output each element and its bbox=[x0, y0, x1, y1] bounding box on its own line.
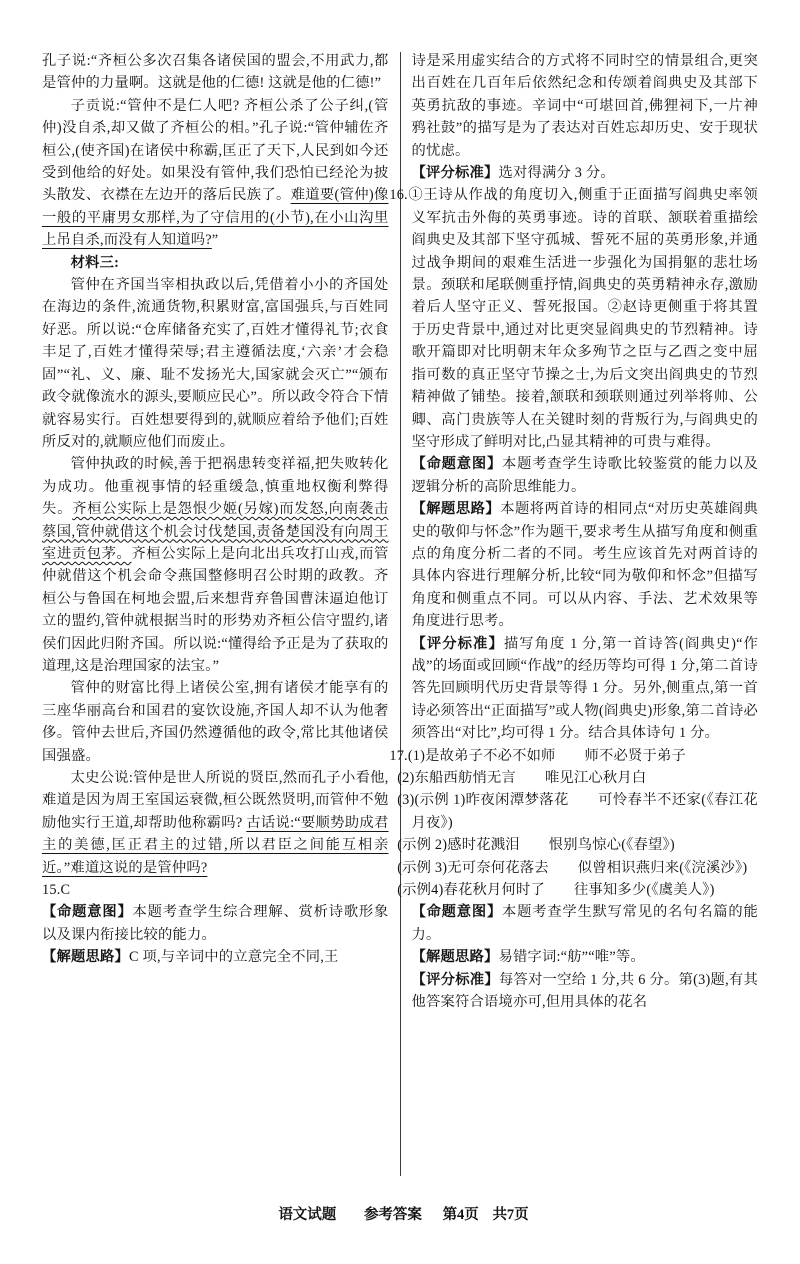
translation-paragraph-guanzhong-politics bbox=[42, 274, 389, 453]
text-run: (2)东船西舫悄无言 唯见江心秋月白 bbox=[397, 770, 647, 786]
text-run: 太史公说:管仲是世人所说的贤臣,然而孔子小看他,难道是因为周王室国运衰微,桓公既然贤明,而管仲不勉励他实行王道,却帮助他称霸吗? bbox=[42, 770, 389, 831]
underlined-text: 难道要(管仲)像一般的平庸男女那样,为了守信用的(小节),在小山沟里上吊自杀,而没有人知道吗? bbox=[42, 187, 389, 249]
answer-17-3-example-4 bbox=[397, 879, 759, 901]
approach-16 bbox=[412, 498, 759, 632]
text-run: 本题将两首诗的相同点“对历史英雄阎典史的敬仰与怀念”作为题干,要求考生从描写角度和侧重点的角度分析二者的不同。考生应该首先对两首诗的具体内容进行理解分析,比较“同为敬仰和怀念”但描写角度和侧重点不同。可以从内容、手法、艺术效果等角度进行思考。 bbox=[411, 501, 758, 630]
text-run: 管仲执政的时候,善于把祸患转变祥福,把失败转化为成功。他重视事情的轻重缓急,慎重地权衡利弊得失。 bbox=[42, 456, 389, 518]
bold-label: 【评分标准】 bbox=[411, 165, 499, 182]
text-run: ” bbox=[211, 232, 219, 249]
intent-17 bbox=[412, 901, 759, 946]
scoring-16 bbox=[412, 633, 759, 745]
answer-17-3-example-3 bbox=[397, 857, 759, 879]
text-run: 管仲的财富比得上诸侯公室,拥有诸侯才能享有的三座华丽高台和国君的宴饮设施,齐国人却不认为他奢侈。管仲去世后,齐国仍然遵循他的政令,常比其他诸侯国强盛。 bbox=[42, 680, 389, 764]
text-run: 管仲在齐国当宰相执政以后,凭借着小小的齐国处在海边的条件,流通货物,积累财富,富国强兵,与百姓同好恶。所以说:“仓库储备充实了,百姓才懂得礼节;衣食丰足了,百姓才懂得荣辱;君主遵循法度,‘六亲’才会稳固”“礼、义、廉、耻不发扬光大,国家就会灭亡”“颁布政令就像流水的源头,要顺应民心”。所以政令符合下情就容易实行。百姓想要得到的,就顺应着给予他们;百姓所反对的,就顺应他们而废止。 bbox=[42, 277, 389, 450]
footer-subtitle: 参考答案 bbox=[363, 1207, 422, 1223]
scoring-17 bbox=[412, 969, 759, 1014]
left-column bbox=[42, 50, 389, 1182]
intent-16 bbox=[412, 453, 759, 498]
answer-17-3-example-1 bbox=[397, 789, 759, 834]
bold-label: 【解题思路】 bbox=[411, 949, 499, 966]
translation-paragraph-guanzhong-deeds bbox=[42, 453, 389, 677]
intent-15 bbox=[42, 901, 389, 946]
footer-total-pages: 共7页 bbox=[492, 1207, 529, 1223]
text-run: 选对得满分 3 分。 bbox=[498, 165, 615, 182]
text-run: (3)(示例 1)昨夜闲潭梦落花 可怜春半不还家(《春江花月夜》) bbox=[397, 792, 758, 831]
text-run: (示例 2)感时花溅泪 恨别鸟惊心(《春望》) bbox=[397, 837, 675, 854]
text-run: 16.①王诗从作战的角度切入,侧重于正面描写阎典史率领义军抗击外侮的英勇事迹。诗的首联、颔联着重描绘阎典史及其部下坚守孤城、誓死不屈的英勇形象,并通过战争期间的艰难生活进一步强化为国捐躯的悲壮场景。颈联和尾联侧重抒情,阎典史的英勇精神永存,激励着后人坚守正义、誓死报国。②赵诗更侧重于将其置于历史背景中,通过对比更突显阎典史的节烈精神。诗歌开篇即对比明朝末年众多殉节之臣与乙酉之变中屈指可数的真正坚守节操之士,为后文突出阎典史的节烈精神做了铺垫。接着,颔联和颈联则通过列举将帅、公卿、高门贵族等人在关键时刻的背叛行为,与阎典史的坚守形成了鲜明对比,凸显其精神的可贵与难得。 bbox=[389, 187, 758, 450]
answer-17-3-example-2 bbox=[397, 834, 759, 856]
bold-label: 【解题思路】 bbox=[42, 949, 129, 966]
right-column bbox=[389, 50, 759, 1182]
translation-paragraph-guanzhong-wealth bbox=[42, 677, 389, 767]
text-run: 描写角度 1 分,第一首诗答(阎典史)“作战”的场面或回顾“作战”的经历等均可得 1 分,第二首诗答先回顾明代历史背景等得 1 分。另外,侧重点,第一首诗必须答出“正面描写”或人物(阎典史)形象,第二首诗必须答出“对比”,均可得 1 分。结合具体诗句 1 分。 bbox=[411, 635, 759, 742]
answer-17-2 bbox=[397, 767, 759, 789]
bold-label: 【解题思路】 bbox=[411, 501, 501, 518]
column-divider bbox=[400, 52, 401, 1176]
text-run: 诗是采用虚实结合的方式将不同时空的情景组合,更突出百姓在几百年后依然纪念和传颂着阎典史及其部下英勇抗敌的事迹。辛词中“可堪回首,佛狸祠下,一片神鸦社鼓”的描写是为了表达对百姓忘却历史、安于现状的忧虑。 bbox=[411, 53, 758, 159]
bold-label: 【命题意图】 bbox=[411, 456, 503, 473]
text-run: 本题考查学生综合理解、赏析诗歌形象以及课内衔接比较的能力。 bbox=[42, 904, 389, 943]
text-run: 15.C bbox=[42, 882, 71, 899]
approach-17 bbox=[412, 946, 759, 968]
text-run: C 项,与辛词中的立意完全不同,王 bbox=[128, 949, 339, 966]
material-three-heading bbox=[42, 252, 389, 274]
footer-page-number: 第4页 bbox=[442, 1207, 479, 1223]
answer-17-1 bbox=[389, 745, 759, 767]
text-run: 本题考查学生默写常见的名句名篇的能力。 bbox=[411, 904, 758, 943]
wavy-underlined-text: 齐桓公实际上是怨恨少姬(另嫁)而发怒,向南袭击蔡国,管仲就借这个机会讨伐楚国,责备楚国没有向周王室进贡包茅。 bbox=[42, 501, 389, 562]
text-run: 易错字词:“舫”“唯”等。 bbox=[498, 949, 645, 966]
two-column-layout bbox=[42, 50, 758, 1182]
approach-15 bbox=[42, 946, 389, 968]
text-run: 子贡说:“管仲不是仁人吧? 齐桓公杀了公子纠,(管仲)没自杀,却又做了齐桓公的相。”孔子说:“管仲辅佐齐桓公,(使齐国)在诸侯中称霸,匡正了天下,人民到如今还受到他给的好处。如果没有管仲,我们恐怕已经沦为披头散发、衣襟在左边开的落后民族了。 bbox=[42, 97, 389, 204]
text-run: 本题考查学生诗歌比较鉴赏的能力以及逻辑分析的高阶思维能力。 bbox=[411, 456, 758, 495]
text-run: 17.(1)是故弟子不必不如师 师不必贤于弟子 bbox=[389, 747, 687, 764]
bold-label: 【评分标准】 bbox=[411, 971, 499, 988]
scoring-15 bbox=[412, 162, 759, 184]
translation-paragraph-taishigong bbox=[42, 767, 389, 879]
text-run: 齐桓公实际上是向北出兵攻打山戎,而管仲就借这个机会命令燕国整修明召公时期的政教。齐桓公与鲁国在柯地会盟,后来想背弃鲁国曹沫逼迫他订立的盟约,管仲就根据当时的形势劝齐桓公信守盟约,诸侯们因此归附齐国。所以说:“懂得给予正是为了获取的道理,这是治理国家的法宝。” bbox=[42, 545, 389, 674]
approach-15-continued bbox=[412, 50, 759, 162]
answer-16 bbox=[389, 184, 759, 453]
page-footer bbox=[0, 1203, 800, 1224]
text-run: 孔子说:“齐桓公多次召集各诸侯国的盟会,不用武力,都是管仲的力量啊。这就是他的仁德! 这就是他的仁德!” bbox=[42, 53, 389, 92]
translation-paragraph-kongzi bbox=[42, 50, 389, 95]
translation-paragraph-zigong bbox=[42, 95, 389, 252]
text-run: (示例 3)无可奈何花落去 似曾相识燕归来(《浣溪沙》) bbox=[397, 859, 748, 876]
footer-doc-title: 语文试题 bbox=[278, 1207, 337, 1223]
text-run: 每答对一空给 1 分,共 6 分。第(3)题,有其他答案符合语境亦可,但用具体的花名 bbox=[411, 971, 758, 1011]
bold-label: 【评分标准】 bbox=[411, 635, 504, 652]
underlined-text: 古话说:“要顺势助成君主的美德,匡正君主的过错,所以君臣之间能互相亲近。”难道这说的是管仲吗? bbox=[42, 814, 389, 876]
bold-label: 材料三: bbox=[70, 254, 120, 271]
answer-15 bbox=[42, 879, 389, 901]
bold-label: 【命题意图】 bbox=[411, 904, 503, 921]
bold-label: 【命题意图】 bbox=[42, 904, 133, 921]
text-run: (示例4)春花秋月何时了 往事知多少(《虞美人》) bbox=[397, 882, 715, 899]
